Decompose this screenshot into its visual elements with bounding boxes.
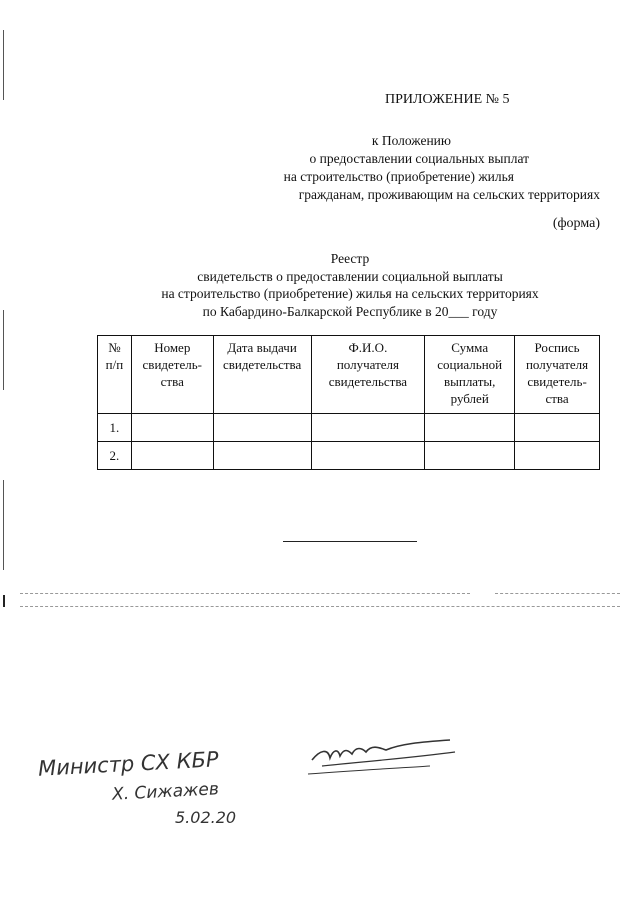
registry-table: [97, 335, 600, 470]
header-line: №: [108, 340, 121, 355]
row-number: 2.: [98, 442, 132, 470]
handwritten-name: Х. Сижажев: [111, 779, 220, 805]
header-line: получателя: [336, 357, 399, 372]
header-line: ства: [545, 391, 569, 406]
table-cell: [311, 414, 425, 442]
handwritten-date: 5.02.20: [175, 808, 237, 827]
header-line: ства: [160, 374, 184, 389]
header-line: рублей: [450, 391, 489, 406]
scan-artifact-line: [495, 593, 620, 594]
table-cell: [131, 414, 213, 442]
heading-line: Реестр: [330, 251, 370, 266]
scan-artifact-line: [20, 606, 620, 607]
subtitle-line: к Положению: [371, 133, 451, 148]
header-line: выплаты,: [443, 374, 496, 389]
scan-margin-mark: [3, 595, 5, 607]
form-label: (форма): [552, 216, 600, 231]
heading-line: свидетельств о предоставлении социальной выплаты: [197, 268, 503, 284]
table-row: [98, 442, 600, 470]
column-header-amount: [425, 336, 515, 414]
table-cell: [213, 414, 311, 442]
header-line: Дата выдачи: [227, 340, 297, 355]
table-cell: [515, 414, 600, 442]
header-line: свидетель-: [527, 374, 587, 389]
header-line: свидетельства: [328, 374, 408, 389]
table-cell: [425, 414, 515, 442]
appendix-title: ПРИЛОЖЕНИЕ № 5: [385, 92, 510, 107]
header-line: получателя: [525, 357, 589, 372]
column-header-number: [98, 336, 132, 414]
heading-line: на строительство (приобретение) жилья на сельских территориях: [161, 286, 539, 301]
registry-heading: [100, 250, 600, 320]
column-header-signature: [515, 336, 600, 414]
heading-line: по Кабардино-Балкарской Республике в 20___ году: [202, 303, 498, 319]
table-row: [98, 414, 600, 442]
header-line: п/п: [105, 357, 124, 372]
subtitle-line: гражданам, проживающим на сельских территориях: [298, 187, 600, 202]
column-header-issue-date: [213, 336, 311, 414]
handwritten-signature: [300, 730, 470, 780]
table-cell: [131, 442, 213, 470]
subtitle-line: о предоставлении социальных выплат: [309, 151, 529, 166]
column-header-certificate-number: [131, 336, 213, 414]
header-line: Сумма: [451, 340, 489, 355]
column-header-full-name: [311, 336, 425, 414]
signature-line: [283, 541, 417, 542]
header-line: свидетельства: [222, 357, 302, 372]
header-line: свидетель-: [142, 357, 202, 372]
scan-margin-mark: [3, 480, 4, 570]
subtitle-line: на строительство (приобретение) жилья: [283, 169, 514, 184]
header-line: Номер: [154, 340, 191, 355]
header-line: социальной: [437, 357, 503, 372]
scan-margin-mark: [3, 30, 4, 100]
scan-artifact-line: [20, 593, 470, 594]
table-cell: [311, 442, 425, 470]
header-line: Роспись: [534, 340, 580, 355]
table-cell: [515, 442, 600, 470]
table-cell: [213, 442, 311, 470]
scan-margin-mark: [3, 310, 4, 390]
table-cell: [425, 442, 515, 470]
table-header-row: [98, 336, 600, 414]
header-line: Ф.И.О.: [348, 340, 388, 355]
row-number: 1.: [98, 414, 132, 442]
handwritten-position: Министр СХ КБР: [37, 747, 220, 781]
regulation-reference: [200, 132, 600, 204]
